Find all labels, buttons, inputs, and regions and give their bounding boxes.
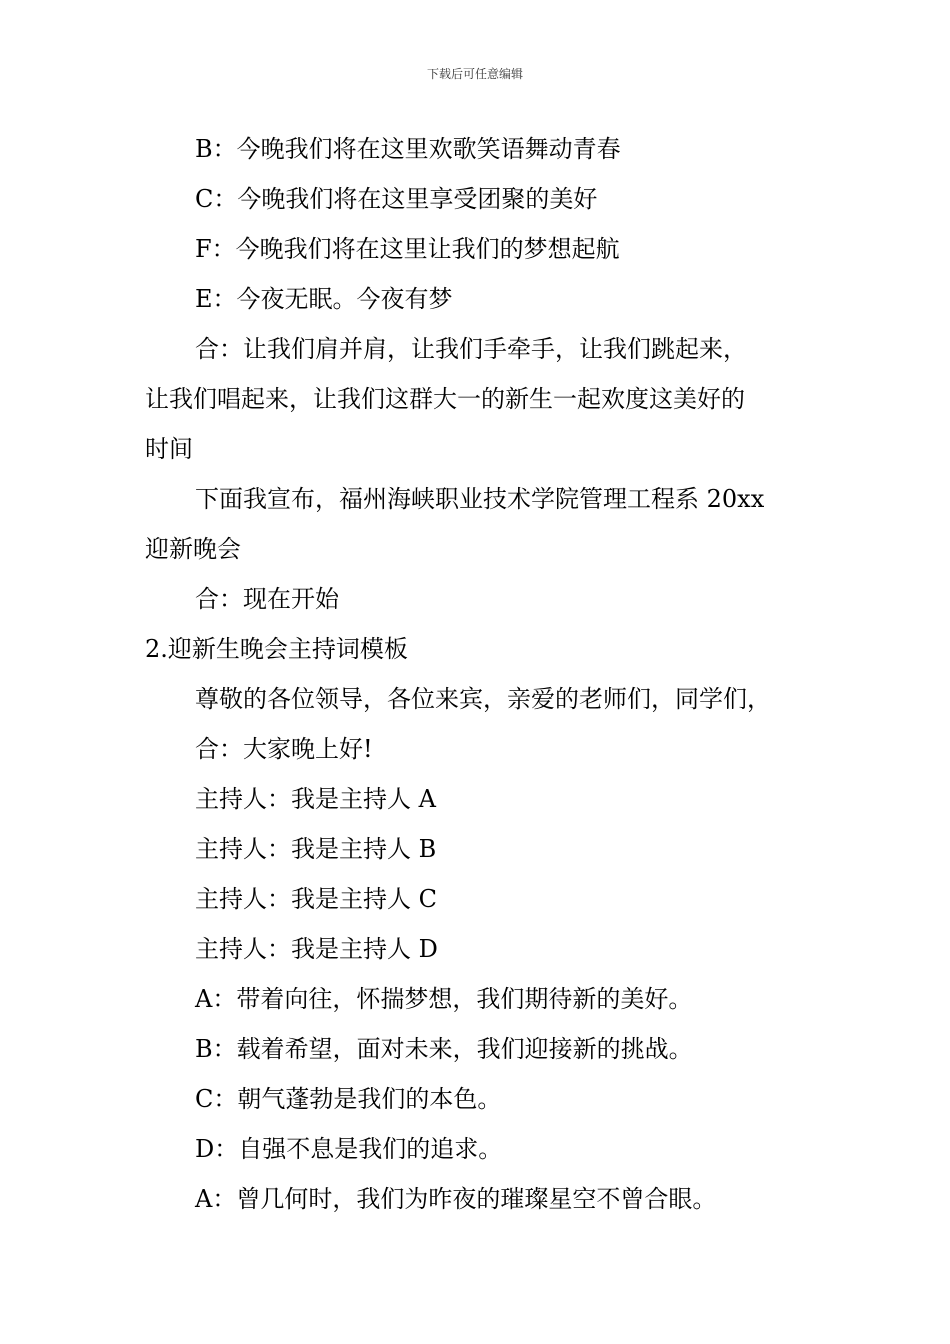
chorus-line-1: 合：让我们肩并肩，让我们手牵手，让我们跳起来， xyxy=(195,335,747,363)
dialogue-line-d-2: D：自强不息是我们的追求。 xyxy=(195,1135,503,1163)
host-intro-a: 主持人：我是主持人 A xyxy=(195,785,436,813)
host-intro-c: 主持人：我是主持人 C xyxy=(195,885,437,913)
host-intro-b: 主持人：我是主持人 B xyxy=(195,835,437,863)
dialogue-line-f-1: F：今晚我们将在这里让我们的梦想起航 xyxy=(195,235,620,263)
dialogue-line-a-2: A：带着向往，怀揣梦想，我们期待新的美好。 xyxy=(195,985,693,1013)
announcement-line-cont: 迎新晚会 xyxy=(145,535,241,563)
document-body xyxy=(145,124,810,1224)
chorus-line-1-cont: 让我们唱起来，让我们这群大一的新生一起欢度这美好的 xyxy=(145,385,745,413)
announcement-line: 下面我宣布，福州海峡职业技术学院管理工程系 20xx xyxy=(195,485,765,513)
dialogue-line-c-2: C：朝气蓬勃是我们的本色。 xyxy=(195,1085,502,1113)
page-header-note: 下载后可任意编辑 xyxy=(426,67,523,81)
dialogue-line-e-1: E：今夜无眠。今夜有梦 xyxy=(195,285,453,313)
section-heading: 2.迎新生晚会主持词模板 xyxy=(145,635,408,663)
chorus-line-3: 合：大家晚上好! xyxy=(195,735,373,763)
chorus-line-2: 合：现在开始 xyxy=(195,585,339,613)
dialogue-line-a-3: A：曾几何时，我们为昨夜的璀璨星空不曾合眼。 xyxy=(195,1185,717,1213)
host-intro-d: 主持人：我是主持人 D xyxy=(195,935,438,963)
dialogue-line-c-1: C：今晚我们将在这里享受团聚的美好 xyxy=(195,185,598,213)
chorus-line-1-end: 时间 xyxy=(145,435,193,463)
dialogue-line-b-1: B：今晚我们将在这里欢歌笑语舞动青春 xyxy=(195,135,621,163)
greeting-line: 尊敬的各位领导，各位来宾，亲爱的老师们，同学们， xyxy=(195,685,771,713)
dialogue-line-b-2: B：载着希望，面对未来，我们迎接新的挑战。 xyxy=(195,1035,693,1063)
